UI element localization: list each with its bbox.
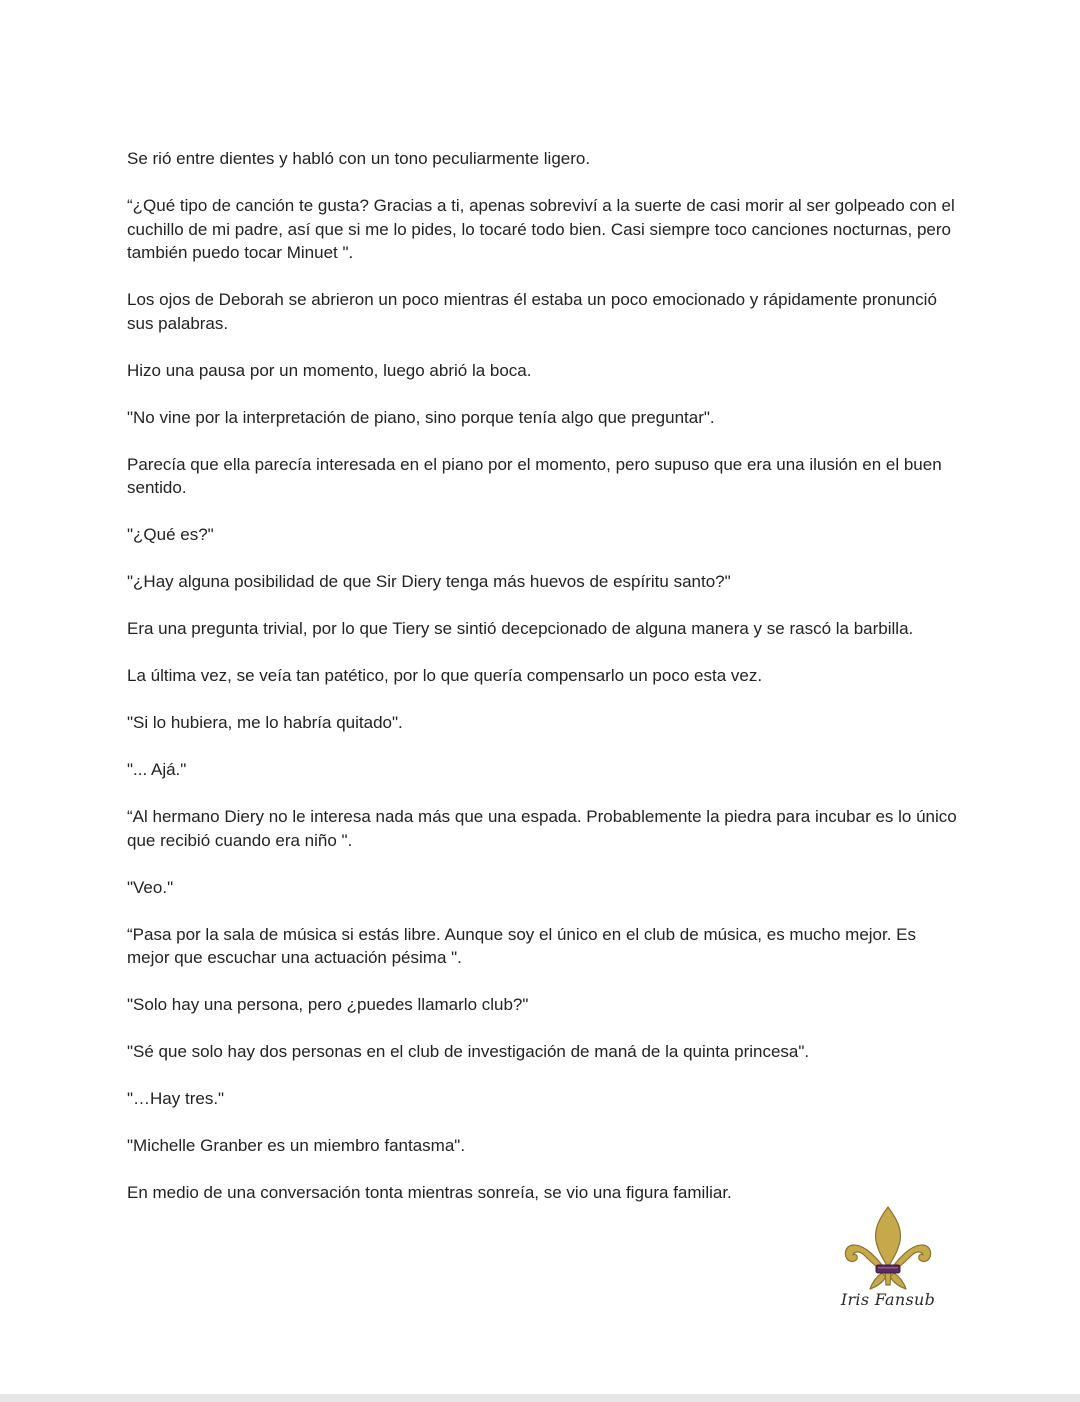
paragraph: Se rió entre dientes y habló con un tono peculiarmente ligero. bbox=[127, 149, 591, 168]
logo-band bbox=[876, 1265, 900, 1273]
paragraph: Era una pregunta trivial, por lo que Tiery se sintió decepcionado de alguna manera y se rascó la barbilla. bbox=[127, 619, 914, 638]
paragraph: "Si lo hubiera, me lo habría quitado". bbox=[127, 713, 403, 732]
fleur-de-lis-icon bbox=[844, 1205, 932, 1291]
paragraph: “¿Qué tipo de canción te gusta? Gracias a ti, apenas sobreviví a la suerte de casi morir al ser golpeado con el cuchillo de mi padre, así que si me lo pides, lo tocaré todo bien. Casi siempre toco canciones nocturnas, pero también puedo tocar Minuet ". bbox=[127, 196, 960, 262]
paragraph: "¿Qué es?" bbox=[127, 525, 214, 544]
paragraph: "... Ajá." bbox=[127, 760, 187, 779]
paragraph: “Pasa por la sala de música si estás libre. Aunque soy el único en el club de música, es mucho mejor. Es mejor que escuchar una actuación pésima ". bbox=[127, 924, 921, 967]
paragraph: "No vine por la interpretación de piano, sino porque tenía algo que preguntar". bbox=[127, 407, 715, 427]
paragraph: "…Hay tres." bbox=[127, 1089, 225, 1108]
paragraph: “Al hermano Diery no le interesa nada más que una espada. Probablemente la piedra para incubar es lo único que recibió cuando era niño ". bbox=[127, 807, 962, 850]
paragraph: "¿Hay alguna posibilidad de que Sir Diery tenga más huevos de espíritu santo?" bbox=[127, 572, 731, 591]
document-body bbox=[127, 147, 962, 1228]
paragraph: En medio de una conversación tonta mientras sonreía, se vio una figura familiar. bbox=[127, 1183, 732, 1202]
logo-text: Iris Fansub bbox=[840, 1290, 936, 1309]
paragraph: "Solo hay una persona, pero ¿puedes llamarlo club?" bbox=[127, 995, 529, 1014]
paragraph: Parecía que ella parecía interesada en el piano por el momento, pero supuso que era una ilusión en el buen sentido. bbox=[127, 454, 947, 497]
bottom-edge-bar bbox=[0, 1394, 1080, 1402]
iris-fansub-logo bbox=[838, 1205, 938, 1315]
paragraph: La última vez, se veía tan patético, por lo que quería compensarlo un poco esta vez. bbox=[127, 666, 763, 685]
paragraph: "Sé que solo hay dos personas en el club de investigación de maná de la quinta princesa". bbox=[127, 1042, 810, 1061]
paragraph: Los ojos de Deborah se abrieron un poco mientras él estaba un poco emocionado y rápidamente pronunció sus palabras. bbox=[127, 290, 942, 333]
paragraph: "Michelle Granber es un miembro fantasma". bbox=[127, 1136, 466, 1155]
paragraph: Hizo una pausa por un momento, luego abrió la boca. bbox=[127, 360, 532, 380]
paragraph: "Veo." bbox=[127, 877, 174, 897]
